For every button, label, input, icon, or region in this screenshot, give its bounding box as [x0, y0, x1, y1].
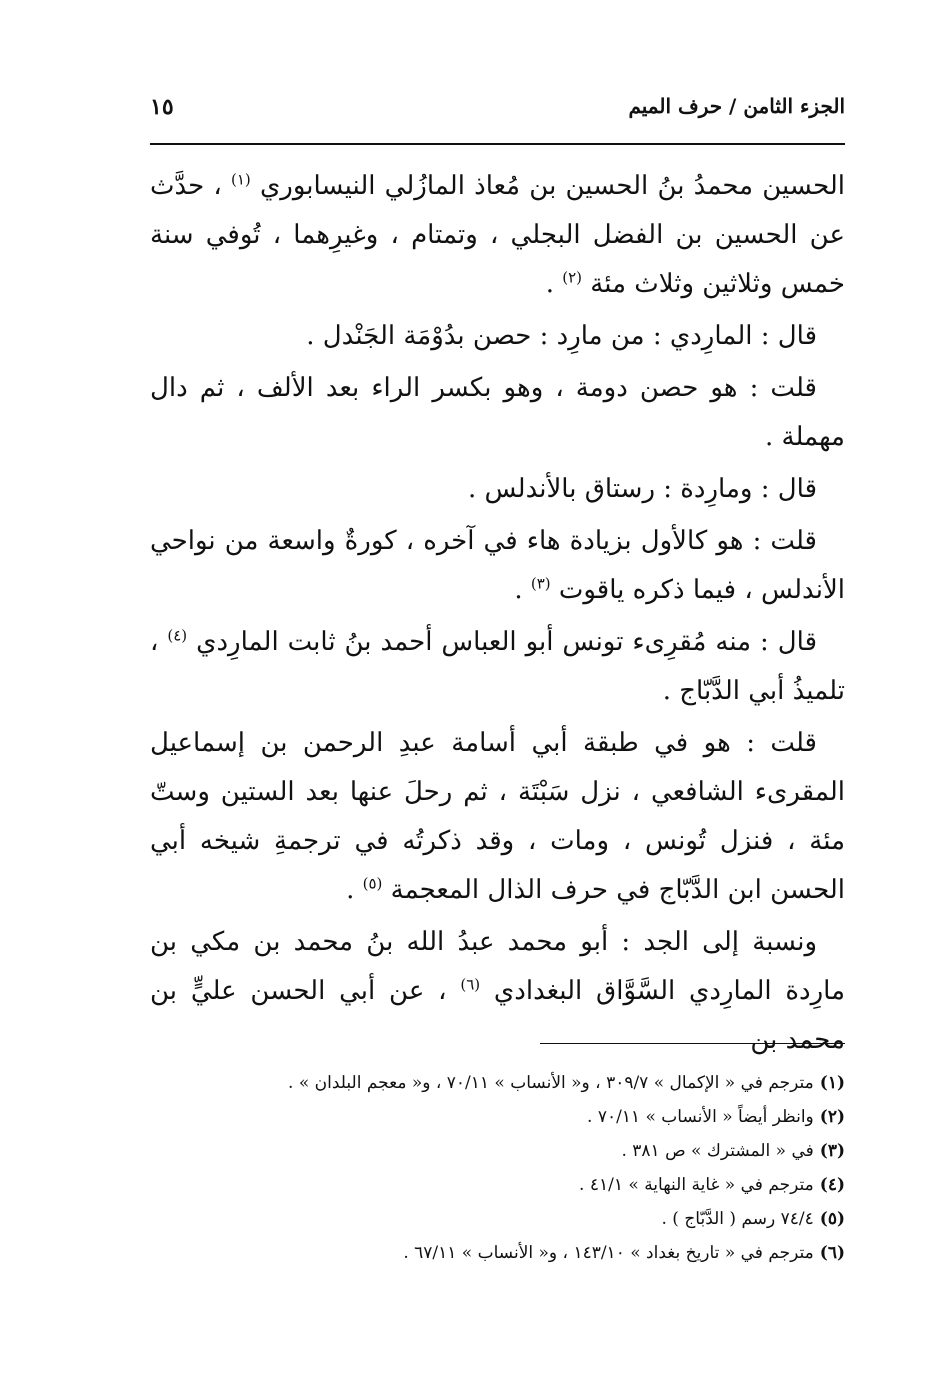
paragraph-text: الحسين محمدُ بنُ الحسين بن مُعاذ المازُلي النيسابوري: [250, 171, 846, 201]
footnote-text: مترجم في « الإكمال » ٣٠٩/٧ ، و« الأنساب » ٧٠/١١ ، و« معجم البلدان » .: [288, 1073, 814, 1093]
paragraph-text: قال : منه مُقرِىء تونس أبو العباس أحمد بنُ ثابت المارِدي: [187, 627, 818, 657]
paragraph-text: قلت : هو حصن دومة ، وهو بكسر الراء بعد الألف ، ثم دال مهملة .: [150, 373, 845, 452]
paragraph: [150, 364, 845, 462]
paragraph: [150, 465, 845, 514]
paragraph-text: ، حدَّث عن الحسين بن الفضل البجلي ، وتمتام ، وغيرِهما ، تُوفي سنة خمس وثلاثين وثلاث مئة: [150, 171, 845, 299]
footnote-number: (٣): [819, 1141, 845, 1161]
footnote-rule: [540, 1043, 845, 1044]
footnote: [150, 1066, 845, 1100]
paragraph: [150, 618, 845, 716]
header-rule: [150, 143, 845, 145]
footnote-reference: (٢): [562, 268, 583, 287]
paragraph-text: قال : ومارِدة : رستاق بالأندلس .: [468, 474, 817, 504]
footnote-text: وانظر أيضاً « الأنساب » ٧٠/١١ .: [587, 1107, 814, 1127]
footnote-number: (١): [819, 1073, 845, 1093]
paragraph: [150, 162, 845, 309]
paragraph: [150, 517, 845, 615]
footnote: [150, 1100, 845, 1134]
footnote-number: (٤): [819, 1175, 845, 1195]
footnote-reference: (٦): [460, 975, 481, 994]
paragraph-text: قلت : هو في طبقة أبي أسامة عبدِ الرحمن بن إسماعيل المقرىء الشافعي ، نزل سَبْتَة ، ثم رحلَ عنها بعد الستين وستّ مئة ، فنزل تُونس ، ومات ، وقد ذكرتُه في ترجمةِ شيخه أبي الحسن ابن الدَّبّاج في حرف الذال المعجمة: [150, 728, 845, 905]
paragraph-text: قال : المارِدي : من مارِد : حصن بدُوْمَة الجَنْدل .: [306, 321, 817, 351]
page-header: [150, 88, 845, 128]
running-title: الجزء الثامن / حرف الميم: [628, 94, 845, 118]
paragraph-text: قلت : هو كالأول بزيادة هاء في آخره ، كورةٌ واسعة من نواحي الأندلس ، فيما ذكره ياقوت: [150, 526, 845, 605]
footnote: [150, 1202, 845, 1236]
footnote-number: (٢): [819, 1107, 845, 1127]
paragraph-text: .: [514, 575, 531, 605]
footnote-text: مترجم في « غاية النهاية » ٤١/١ .: [579, 1175, 814, 1195]
footnote: [150, 1236, 845, 1270]
footnote-text: ٧٤/٤ رسم ( الدَّبّاج ) .: [661, 1209, 814, 1229]
footnote-number: (٥): [819, 1209, 845, 1229]
paragraph-text: ونسبة إلى الجد : أبو محمد عبدُ الله بنُ محمد بن مكي بن مارِدة المارِدي السَّوَّاق البغدادي: [150, 927, 845, 1006]
footnote-text: مترجم في « تاريخ بغداد » ١٤٣/١٠ ، و« الأنساب » ٦٧/١١ .: [403, 1243, 814, 1263]
paragraph: [150, 312, 845, 361]
footnote: [150, 1134, 845, 1168]
footnote-reference: (٣): [530, 574, 551, 593]
footnote-text: في « المشترك » ص ٣٨١ .: [621, 1141, 814, 1161]
paragraph-text: ، تلميذُ أبي الدَّبّاج .: [150, 627, 845, 706]
page-number: ١٥: [150, 94, 174, 120]
paragraph: [150, 719, 845, 915]
footnote-reference: (٥): [362, 874, 383, 893]
main-text: [150, 162, 845, 1068]
footnote-number: (٦): [819, 1243, 845, 1263]
footnotes: [150, 1066, 845, 1270]
paragraph-text: ، عن أبي الحسن عليٍّ بن محمد بن: [150, 976, 845, 1055]
paragraph-text: .: [545, 269, 563, 299]
footnote-reference: (٤): [167, 626, 188, 645]
paragraph-text: .: [346, 875, 363, 905]
footnote-reference: (١): [230, 170, 251, 189]
footnote: [150, 1168, 845, 1202]
